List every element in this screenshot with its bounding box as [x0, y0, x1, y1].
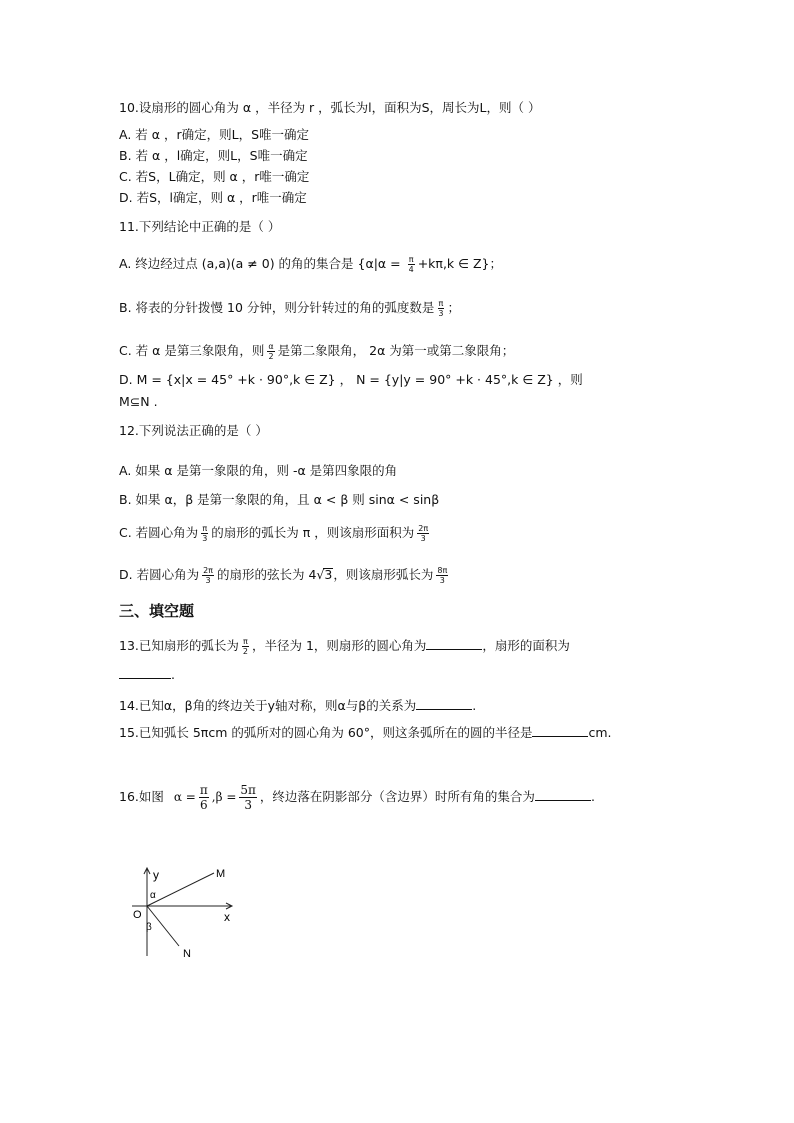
q13-blank-angle[interactable]	[426, 637, 482, 650]
q11-a-fraction	[408, 255, 415, 274]
q10-option-d: D. 若S，l确定，则 α ，r唯一确定	[119, 190, 307, 205]
label-m: M	[216, 868, 226, 880]
q12-d-mid: 的扇形的弦长为 4	[216, 567, 317, 582]
q11-b-text: B. 将表的分针拨慢 10 分钟，则分针转过的角的弧度数是	[119, 300, 435, 315]
q10-stem: 10.设扇形的圆心角为 α ，半径为 r ，弧长为l，面积为S，周长为L，则（ ）	[119, 100, 541, 115]
q13-line1	[119, 637, 570, 656]
q16-alpha-den: 6	[200, 798, 208, 812]
q12-d-num1: 2π	[203, 566, 213, 575]
q13-mid: ，半径为 1，则扇形的圆心角为	[251, 638, 427, 653]
angle-figure	[120, 858, 250, 963]
sqrt-sign: √	[316, 567, 325, 582]
q16-text: 16.如图	[119, 789, 164, 804]
q11-c-tail: 是第二象限角， 2α 为第一或第二象限角；	[277, 343, 515, 358]
q12-c-num1: π	[202, 524, 208, 533]
q16-beta-num: 5π	[240, 783, 256, 797]
q12-c-fraction2	[417, 524, 429, 543]
label-x: x	[224, 910, 230, 924]
q15-end: cm.	[588, 725, 612, 740]
q16-formula	[173, 783, 260, 812]
q16-alpha-fraction	[199, 783, 209, 812]
q14-blank[interactable]	[416, 697, 472, 710]
q11-a-tail: +kπ,k ∈ Z}；	[417, 256, 503, 271]
q11-c-num: α	[268, 342, 274, 351]
section-heading: 三、填空题	[119, 602, 195, 620]
q11-option-b	[119, 299, 460, 318]
q12-option-d	[119, 566, 451, 585]
q13-tail: ，扇形的面积为	[482, 638, 570, 653]
q12-stem: 12.下列说法正确的是（ ）	[119, 423, 268, 438]
q16-blank[interactable]	[535, 788, 591, 801]
q16-tail: ，终边落在阴影部分（含边界）时所有角的集合为	[259, 789, 535, 804]
q13-den: 2	[242, 647, 248, 656]
label-beta: β	[146, 922, 152, 933]
q16-line	[119, 783, 595, 812]
q10-option-b: B. 若 α ，l确定，则L，S唯一确定	[119, 148, 308, 163]
label-alpha: α	[150, 890, 156, 901]
q16-beta-eq: ,β =	[211, 790, 237, 804]
q11-b-fraction	[437, 299, 444, 318]
q12-d-radicand: 3	[324, 567, 333, 582]
q13-line2	[119, 666, 175, 683]
q16-beta-den: 3	[244, 798, 252, 812]
q12-d-den2: 3	[439, 576, 445, 585]
q11-a-den: 4	[408, 265, 414, 274]
q15-blank[interactable]	[532, 724, 588, 737]
q11-b-tail: ；	[447, 300, 460, 315]
q13-text: 13.已知扇形的弧长为	[119, 638, 239, 653]
q12-c-den1: 3	[202, 534, 208, 543]
q10-option-c: C. 若S，L确定，则 α ，r唯一确定	[119, 169, 310, 184]
q11-option-c	[119, 342, 514, 361]
q12-d-den1: 3	[205, 576, 211, 585]
q14-end: .	[472, 698, 477, 713]
label-n: N	[183, 948, 191, 960]
q11-option-d-line2: M⊆N .	[119, 394, 158, 409]
q13-num: π	[243, 637, 248, 646]
label-o: O	[133, 909, 142, 921]
q12-c-fraction1	[201, 524, 208, 543]
q12-c-num2: 2π	[418, 524, 429, 533]
q11-a-num: π	[408, 255, 414, 264]
q12-option-b: B. 如果 α，β 是第一象限的角，且 α < β 则 sinα < sinβ	[119, 492, 440, 507]
q12-c-mid: 的扇形的弧长为 π ，则该扇形面积为	[211, 525, 415, 540]
q12-c-den2: 3	[420, 534, 426, 543]
q16-alpha-num: π	[199, 783, 208, 797]
q14-text: 14.已知α，β角的终边关于y轴对称，则α与β的关系为	[119, 698, 417, 713]
q12-d-text: D. 若圆心角为	[119, 567, 200, 582]
q11-a-text: A. 终边经过点 (a,a)(a ≠ 0) 的角的集合是 {α|α =	[119, 256, 405, 271]
q12-d-num2: 8π	[437, 566, 448, 575]
q12-c-text: C. 若圆心角为	[119, 525, 199, 540]
q11-option-d-line1: D. M = {x|x = 45° +k · 90°,k ∈ Z} ， N = {y|y = 90° +k · 45°,k ∈ Z} ，则	[119, 372, 583, 387]
q12-option-c	[119, 524, 432, 543]
q10-option-a: A. 若 α ，r确定，则L，S唯一确定	[119, 127, 310, 142]
q12-d-fraction2	[436, 566, 448, 585]
q12-d-fraction1	[202, 566, 214, 585]
q13-blank-area[interactable]	[119, 666, 171, 679]
q11-stem: 11.下列结论中正确的是（ ）	[119, 219, 281, 234]
q12-d-mid2: ，则该扇形弧长为	[333, 567, 434, 582]
q11-c-fraction	[267, 342, 274, 361]
q16-beta-fraction	[239, 783, 257, 812]
ray-on	[147, 906, 179, 946]
q15-text: 15.已知弧长 5πcm 的弧所对的圆心角为 60°，则这条弧所在的圆的半径是	[119, 725, 533, 740]
label-y: y	[153, 868, 159, 882]
q11-c-text: C. 若 α 是第三象限角，则	[119, 343, 265, 358]
q15-line	[119, 724, 612, 741]
q13-end: .	[171, 667, 175, 682]
q11-b-den: 3	[438, 309, 444, 318]
q12-option-a: A. 如果 α 是第一象限的角，则 -α 是第四象限的角	[119, 463, 398, 478]
q13-fraction	[242, 637, 249, 656]
q11-b-num: π	[438, 299, 444, 308]
q14-line	[119, 697, 476, 714]
q11-option-a	[119, 255, 502, 274]
q11-c-den: 2	[268, 352, 274, 361]
q16-alpha-eq: α =	[173, 790, 196, 804]
q16-end: .	[590, 789, 595, 804]
